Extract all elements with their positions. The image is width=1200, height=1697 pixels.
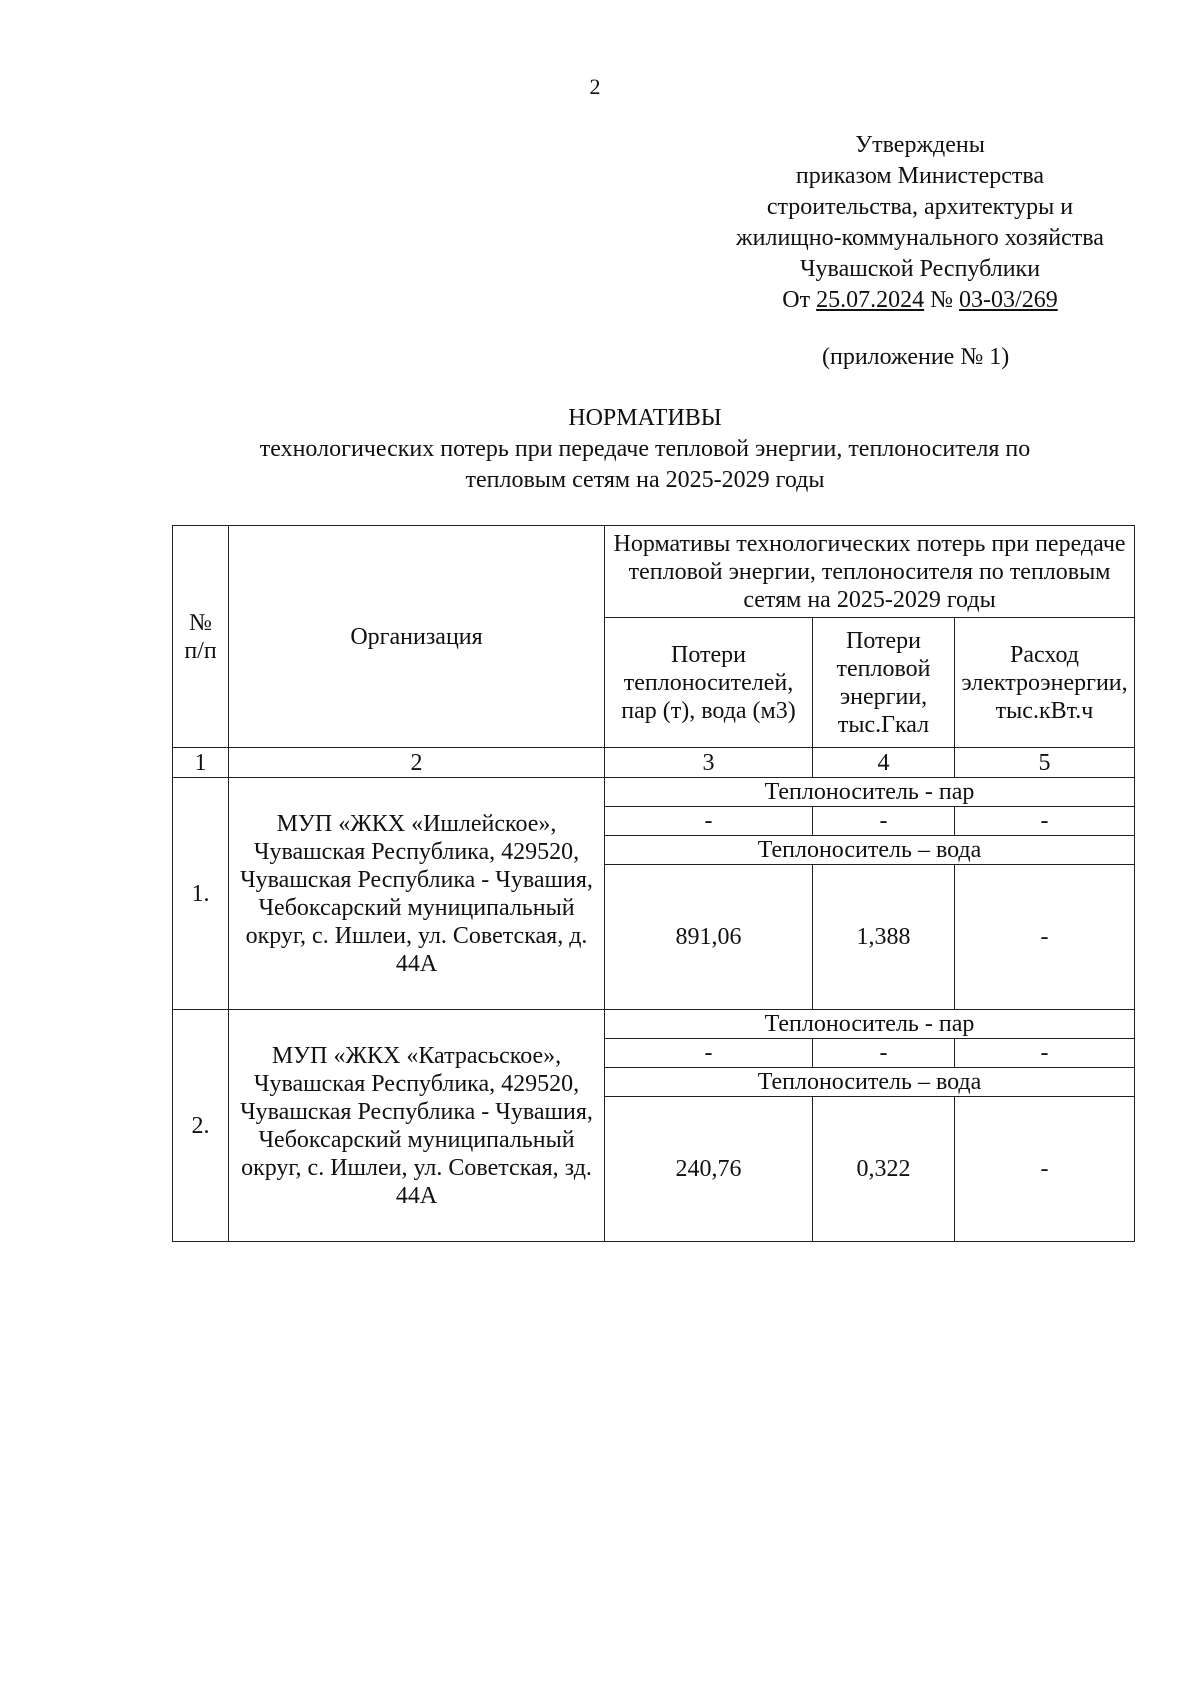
row-number: 1. — [173, 778, 229, 1010]
steam-value: - — [813, 807, 955, 836]
header-group: Нормативы технологических потерь при передаче тепловой энергии, теплоносителя по тепловым сетям на 2025-2029 годы — [605, 526, 1135, 618]
order-number: 03-03/269 — [959, 287, 1058, 313]
date-prefix: От — [782, 287, 811, 313]
water-value: 240,76 — [605, 1097, 813, 1242]
column-number: 5 — [955, 748, 1135, 778]
steam-label: Теплоноситель - пар — [605, 1010, 1135, 1039]
appendix-label: (приложение № 1) — [822, 344, 1010, 370]
approval-block — [700, 130, 1140, 316]
steam-value: - — [605, 1039, 813, 1068]
header-row — [173, 526, 1135, 618]
water-label: Теплоноситель – вода — [605, 1068, 1135, 1097]
column-number-row — [173, 748, 1135, 778]
column-number: 4 — [813, 748, 955, 778]
water-value: - — [955, 865, 1135, 1010]
number-prefix: № — [930, 287, 954, 313]
table-row — [173, 1010, 1135, 1039]
order-date: 25.07.2024 — [816, 287, 925, 313]
organization-cell: МУП «ЖКХ «Ишлейское», Чувашская Республика, 429520, Чувашская Республика - Чувашия, Чебоксарский муниципальный округ, с. Ишлеи, ул. Советская, д. 44А — [229, 778, 605, 1010]
approval-line: Чувашской Республики — [799, 256, 1041, 282]
water-value: 891,06 — [605, 865, 813, 1010]
steam-value: - — [605, 807, 813, 836]
header-col3: Потери теплоносителей, пар (т), вода (м3) — [605, 618, 813, 748]
water-value: 0,322 — [813, 1097, 955, 1242]
column-number: 1 — [173, 748, 229, 778]
column-number: 2 — [229, 748, 605, 778]
title-main: НОРМАТИВЫ — [568, 405, 722, 431]
header-num: № п/п — [173, 526, 229, 748]
organization-cell: МУП «ЖКХ «Катрасьское», Чувашская Республика, 429520, Чувашская Республика - Чувашия, Чебоксарский муниципальный округ, с. Ишлеи, ул. Советская, зд. 44А — [229, 1010, 605, 1242]
table-row — [173, 778, 1135, 807]
water-value: 1,388 — [813, 865, 955, 1010]
page-number: 2 — [589, 74, 601, 99]
header-col4: Потери тепловой энергии, тыс.Гкал — [813, 618, 955, 748]
column-number: 3 — [605, 748, 813, 778]
steam-value: - — [813, 1039, 955, 1068]
approval-line: строительства, архитектуры и — [766, 194, 1074, 220]
steam-value: - — [955, 807, 1135, 836]
steam-value: - — [955, 1039, 1135, 1068]
approval-line: Утверждены — [855, 132, 985, 158]
header-organization: Организация — [229, 526, 605, 748]
approval-line: жилищно-коммунального хозяйства — [736, 225, 1104, 251]
row-number: 2. — [173, 1010, 229, 1242]
approval-line: приказом Министерства — [795, 163, 1045, 189]
water-label: Теплоноситель – вода — [605, 836, 1135, 865]
title-line: технологических потерь при передаче тепловой энергии, теплоносителя по — [259, 436, 1031, 462]
title-line: тепловым сетям на 2025-2029 годы — [465, 467, 825, 493]
approval-order-line — [700, 285, 1140, 316]
steam-label: Теплоноситель - пар — [605, 778, 1135, 807]
document-title — [150, 403, 1140, 496]
header-col5: Расход электроэнергии, тыс.кВт.ч — [955, 618, 1135, 748]
norms-table — [172, 525, 1135, 1242]
water-value: - — [955, 1097, 1135, 1242]
